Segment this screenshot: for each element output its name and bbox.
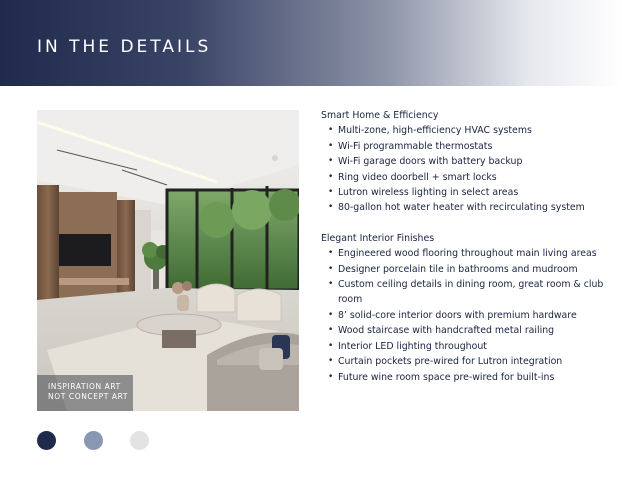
feature-list [321, 246, 606, 385]
caption-line-2: NOT CONCEPT ART [48, 392, 129, 401]
list-item: • 8’ solid-core interior doors with premium hardware [321, 308, 606, 323]
list-item: • Curtain pockets pre-wired for Lutron integration [321, 354, 606, 369]
caption-line-1: INSPIRATION ART [48, 382, 121, 391]
list-item: • 80-gallon hot water heater with recirculating system [321, 200, 606, 215]
section-title: Elegant Interior Finishes [321, 232, 435, 244]
swatch-navy [37, 431, 56, 450]
list-item: • Interior LED lighting throughout [321, 339, 606, 354]
inspiration-caption [37, 375, 133, 411]
list-item: • Multi-zone, high-efficiency HVAC systems [321, 123, 606, 138]
list-item: • Wi-Fi programmable thermostats [321, 139, 606, 154]
section-title: Smart Home & Efficiency [321, 110, 439, 121]
header-banner [0, 0, 622, 86]
interior-photo [37, 110, 299, 411]
list-item: • Designer porcelain tile in bathrooms and mudroom [321, 262, 606, 277]
list-item: • Wi-Fi garage doors with battery backup [321, 154, 606, 169]
list-item: • Future wine room space pre-wired for built-ins [321, 370, 606, 385]
page-title: IN THE DETAILS [37, 37, 212, 57]
list-item: • Custom ceiling details in dining room, great room & club room [321, 277, 606, 308]
section-smart-home [321, 108, 606, 216]
swatch-slate-blue [84, 431, 103, 450]
swatch-light-gray [130, 431, 149, 450]
feature-list [321, 123, 606, 215]
living-room-illustration [37, 110, 299, 411]
list-item: • Engineered wood flooring throughout main living areas [321, 246, 606, 261]
list-item: • Lutron wireless lighting in select areas [321, 185, 606, 200]
list-item: • Wood staircase with handcrafted metal railing [321, 323, 606, 338]
list-item: • Ring video doorbell + smart locks [321, 170, 606, 185]
features-content [321, 108, 606, 385]
section-interior-finishes [321, 231, 606, 385]
